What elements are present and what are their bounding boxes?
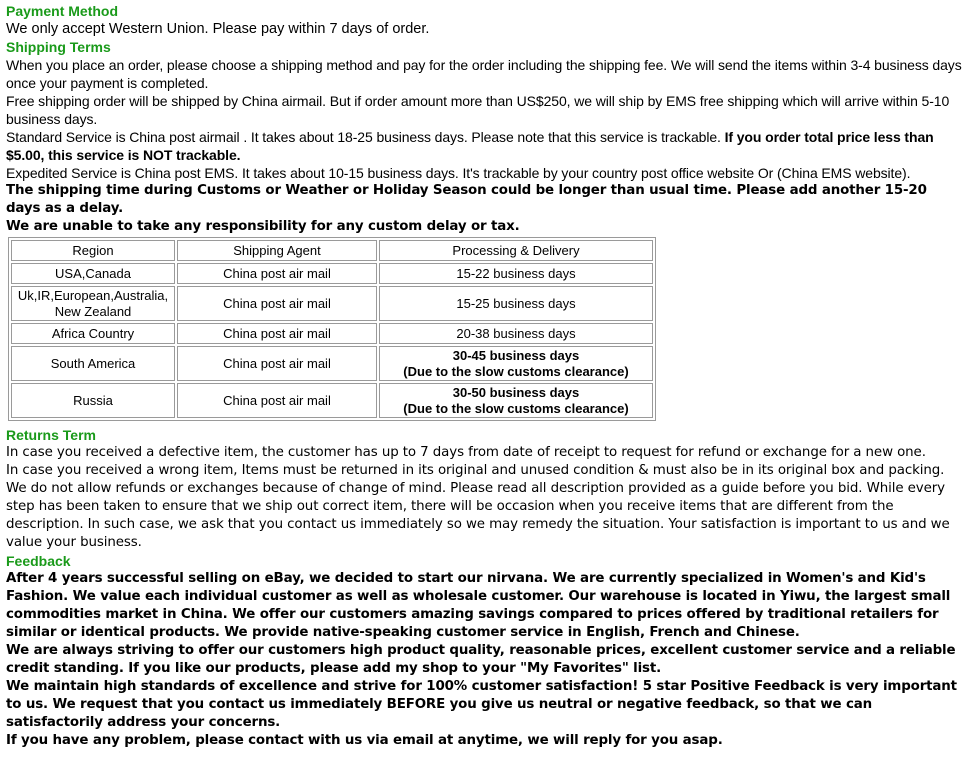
region-cell: USA,Canada	[11, 263, 175, 284]
header-shipping-agent: Shipping Agent	[177, 240, 377, 261]
feedback-paragraph-1: After 4 years successful selling on eBay, we decided to start our nirvana. We are currently specialized in Women's and Kid's Fashion. We value each individual customer as well as wholesale customer. Our warehouse is located in Yiwu, the largest small commodities market in China. We offer our customers amazing savings compared to prices offered by traditional retailers for similar or identical products. We provide native-speaking customer service in English, French and Chinese.	[6, 571, 951, 640]
agent-cell: China post air mail	[177, 346, 377, 381]
returns-paragraph-2: In case you received a wrong item, Items must be returned in its original and unused condition & must also be in its original box and packing.	[6, 463, 945, 478]
shipping-paragraph-1: When you place an order, please choose a shipping method and pay for the order including the shipping fee. We will send the items within 3-4 business days once your payment is completed.	[6, 57, 962, 91]
feedback-heading: Feedback	[6, 553, 71, 569]
region-cell: Africa Country	[11, 323, 175, 344]
payment-method-heading: Payment Method	[6, 3, 119, 19]
feedback-paragraph-3: We maintain high standards of excellence and strive for 100% customer satisfaction! 5 star Positive Feedback is very important to us. We request that you contact us immediately BEFORE you give us neutral or negative feedback, so that we can satisfactorily address your concerns.	[6, 679, 957, 730]
delivery-cell: 15-25 business days	[379, 286, 653, 321]
shipping-terms-heading: Shipping Terms	[6, 39, 111, 55]
table-row	[11, 383, 653, 418]
payment-method-text: We only accept Western Union. Please pay within 7 days of order.	[6, 21, 430, 37]
delivery-note: (Due to the slow customs clearance)	[403, 363, 629, 379]
shipping-table	[8, 237, 656, 421]
delivery-cell: 20-38 business days	[379, 323, 653, 344]
shipping-paragraph-2: Free shipping order will be shipped by China airmail. But if order amount more than US$250, we will ship by EMS free shipping which will arrive within 5-10 business days.	[6, 93, 950, 127]
table-row	[11, 286, 653, 321]
delivery-cell	[379, 383, 653, 418]
region-cell: South America	[11, 346, 175, 381]
region-line-1: Uk,IR,European,Australia,	[17, 287, 169, 303]
returns-paragraph-3: We do not allow refunds or exchanges because of change of mind. Please read all description provided as a guide before you bid. While every step has been taken to ensure that we ship out correct item, there will be occasion when you receive items that are different from the description. In such case, we ask that you contact us immediately so we may remedy the situation. Your satisfaction is important to us and we value your business.	[6, 481, 950, 550]
delivery-cell	[379, 346, 653, 381]
agent-cell: China post air mail	[177, 383, 377, 418]
returns-paragraph-1: In case you received a defective item, the customer has up to 7 days from date of receipt to request for refund or exchange for a new one.	[6, 445, 926, 460]
table-row	[11, 346, 653, 381]
region-cell: Russia	[11, 383, 175, 418]
delivery-days: 30-50 business days	[452, 384, 580, 400]
shipping-paragraph-3	[6, 128, 964, 164]
delivery-cell: 15-22 business days	[379, 263, 653, 284]
region-line-2: New Zealand	[54, 303, 132, 319]
not-trackable-notice: If you order total price less than $5.00, this service is NOT trackable.	[6, 129, 934, 163]
header-processing-delivery: Processing & Delivery	[379, 240, 653, 261]
delivery-note: (Due to the slow customs clearance)	[403, 400, 629, 416]
standard-service-text: Standard Service is China post airmail . It takes about 18-25 business days. Please note that this service is trackable.	[6, 129, 725, 145]
feedback-paragraph-4: If you have any problem, please contact with us via email at anytime, we will reply for you asap.	[6, 733, 723, 748]
agent-cell: China post air mail	[177, 323, 377, 344]
table-row	[11, 323, 653, 344]
agent-cell: China post air mail	[177, 263, 377, 284]
table-row	[11, 263, 653, 284]
region-cell	[11, 286, 175, 321]
agent-cell: China post air mail	[177, 286, 377, 321]
table-header-row	[11, 240, 653, 261]
feedback-paragraph-2: We are always striving to offer our customers high product quality, reasonable prices, excellent customer service and a reliable credit standing. If you like our products, please add my shop to your "My Favorites" list.	[6, 643, 956, 676]
shipping-delay-notice: The shipping time during Customs or Weather or Holiday Season could be longer than usual time. Please add another 15-20 days as a delay.	[6, 183, 927, 216]
custom-delay-notice: We are unable to take any responsibility for any custom delay or tax.	[6, 219, 520, 234]
delivery-days: 30-45 business days	[452, 347, 580, 363]
header-region: Region	[11, 240, 175, 261]
returns-term-heading: Returns Term	[6, 427, 96, 443]
shipping-paragraph-4: Expedited Service is China post EMS. It takes about 10-15 business days. It's trackable by your country post office website Or (China EMS website).	[6, 165, 911, 181]
